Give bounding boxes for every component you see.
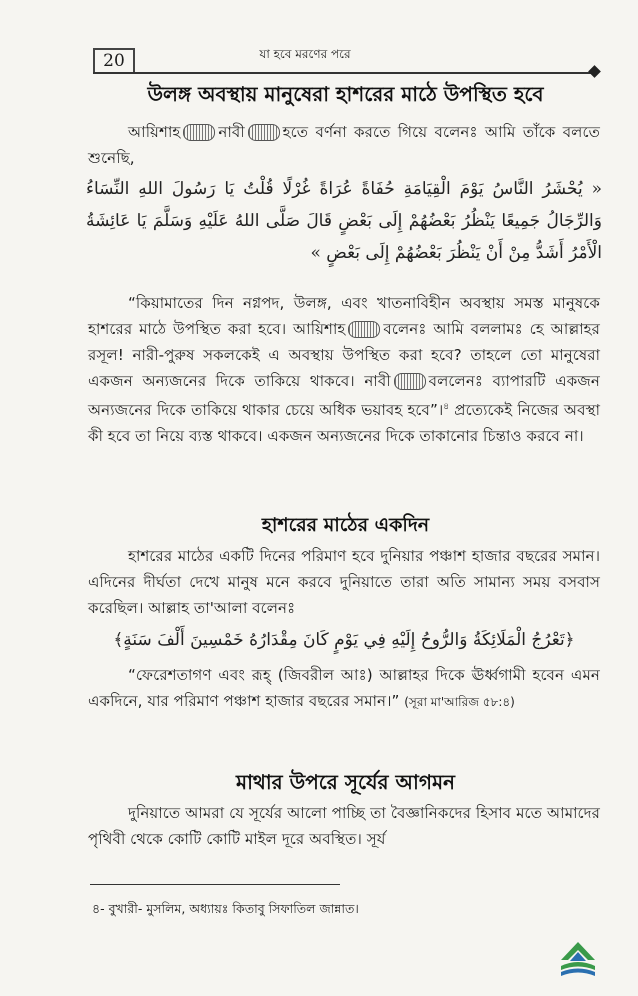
- quran-verse-arabic: ﴿تَعْرُجُ الْمَلَائِكَةُ وَالرُّوحُ إِلَيْهِ فِي يَوْمٍ كَانَ مِقْدَارُهُ خَمْسِينَ أَلْفَ سَنَةٍ﴾: [113, 630, 575, 650]
- section-heading-2: হাশরের মাঠের একদিন: [261, 514, 430, 536]
- page-number: 20: [93, 48, 135, 74]
- section1-intro: আয়িশাহ নাবী হতে বর্ণনা করতে গিয়ে বলেনঃ আমি তাঁকে বলতে শুনেছি,: [88, 123, 600, 167]
- running-title: যা হবে মরণের পরে: [259, 47, 351, 61]
- hadith-translation: “কিয়ামাতের দিন নগ্নপদ, উলঙ্গ, এবং খাতনাবিহীন অবস্থায় সমস্ত মানুষকে হাশরের মাঠে উপস্থিত করা হবে। আয়িশাহ বলেনঃ আমি বললামঃ হে আল্লাহর রসূল! নারী-পুরুষ সকলকেই এ অবস্থায় উপস্থিত করা হবে? তাহলে তো মানুষেরা একজন অন্যজনের দিকে তাকিয়ে থাকবে। নাবী বললেনঃ ব্যাপারটি একজন অন্যজনের দিকে তাকিয়ে থাকার চেয়ে অধিক ভয়াবহ হবে”।$^৪$ প্রত্যেকেই নিজের অবস্থা কী হবে তা নিয়ে ব্যস্ত থাকবে। একজন অন্যজনের দিকে তাকানোর চিন্তাও করবে না।: [88, 294, 600, 446]
- footnote-separator: [90, 884, 340, 885]
- publisher-logo-icon: [555, 938, 601, 982]
- sallallahu-alaihi-wasallam-seal-icon: [394, 373, 426, 390]
- surah-reference: (সূরা মা'আরিজ ৫৮:৪): [404, 695, 515, 709]
- footnote-marker[interactable]: ৪: [443, 402, 450, 412]
- radiyallahu-anha-seal-icon: [348, 321, 380, 338]
- verse-translation: “ফেরেশতাগণ এবং রূহ্ (জিবরীল আঃ) আল্লাহর দিকে ঊর্ধ্বগামী হবেন এমন একদিনে, যার পরিমাণ পঞ্চাশ হাজার বছরের সমান।” (সূরা মা'আরিজ ৫৮:৪): [88, 666, 600, 710]
- sallallahu-alaihi-wasallam-seal-icon: [248, 124, 280, 141]
- section2-paragraph: হাশরের মাঠের একটি দিনের পরিমাণ হবে দুনিয়ার পঞ্চাশ হাজার বছরের সমান। এদিনের দীর্ঘতা দেখে মানুষ মনে করবে দুনিয়াতে তারা অতি সামান্য সময় বসবাস করেছিল। আল্লাহ তা'আলা বলেনঃ: [88, 547, 600, 617]
- radiyallahu-anha-seal-icon: [183, 124, 215, 141]
- footnote-4: ৪- বুখারী- মুসলিম, অধ্যায়ঃ কিতাবু সিফাতিল জান্নাত।: [92, 901, 359, 916]
- section-heading-1: উলঙ্গ অবস্থায় মানুষেরা হাশরের মাঠে উপস্থিত হবে: [147, 82, 544, 106]
- section-heading-3: মাথার উপরে সূর্যের আগমন: [236, 770, 455, 794]
- rule-ornament-icon: [588, 65, 601, 78]
- header-rule: [93, 72, 593, 74]
- hadith-arabic-text: « يُحْشَرُ النَّاسُ يَوْمَ الْقِيَامَةِ حُفَاةً عُرَاةً غُرْلًا قُلْتُ يَا رَسُولَ اللهِ النِّسَاءُ وَالرِّجَالُ جَمِيعًا يَنْظُرُ بَعْضُهُمْ إِلَى بَعْضٍ قَالَ صَلَّى اللهُ عَلَيْهِ وَسَلَّمَ يَا عَائِشَةُ الْأَمْرُ أَشَدُّ مِنْ أَنْ يَنْظُرَ بَعْضُهُمْ إِلَى بَعْضٍ »: [86, 179, 602, 263]
- section3-paragraph: দুনিয়াতে আমরা যে সূর্যের আলো পাচ্ছি তা বৈজ্ঞানিকদের হিসাব মতে আমাদের পৃথিবী থেকে কোটি কোটি মাইল দূরে অবস্থিত। সূর্য: [88, 804, 600, 848]
